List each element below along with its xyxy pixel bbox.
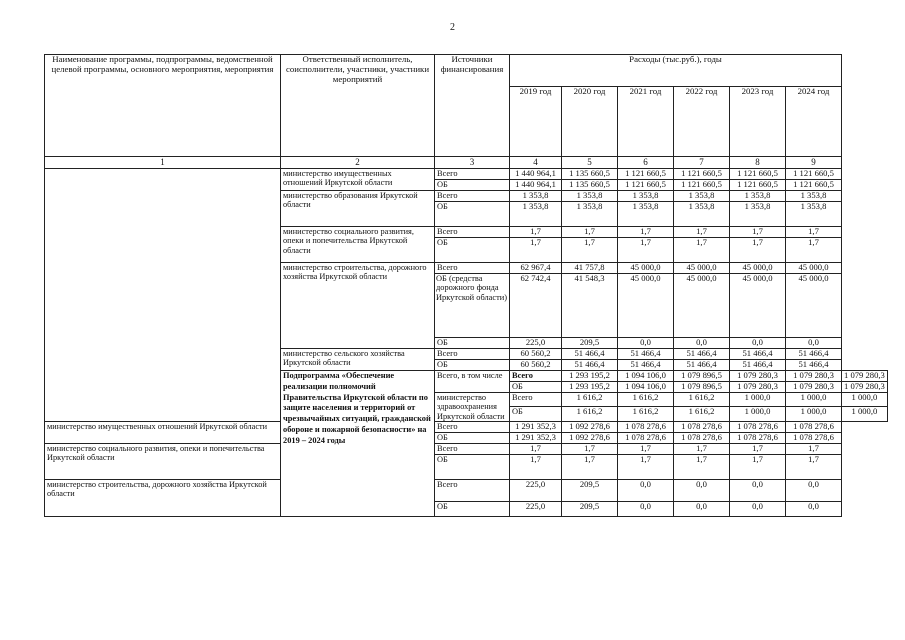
source-cell: ОБ [435,432,510,443]
source-cell: Всего [435,227,510,238]
value-cell: 1 121 660,5 [786,180,842,191]
value-cell: 60 560,2 [510,349,562,360]
value-cell: 0,0 [730,501,786,516]
source-cell: ОБ [435,338,510,349]
source-cell: ОБ [510,382,562,393]
value-cell: 1,7 [562,238,618,263]
value-cell: 1,7 [562,227,618,238]
header-year: 2023 год [730,87,786,157]
header-year: 2020 год [562,87,618,157]
value-cell: 1,7 [730,227,786,238]
source-cell: ОБ [510,407,562,421]
source-cell: ОБ [435,501,510,516]
value-cell: 0,0 [730,338,786,349]
value-cell: 41 548,3 [562,274,618,338]
value-cell: 1 135 660,5 [562,180,618,191]
value-cell: 0,0 [730,479,786,501]
source-cell: Всего [435,191,510,202]
value-cell: 1 353,8 [618,191,674,202]
value-cell: 1 353,8 [674,202,730,227]
value-cell: 62 742,4 [510,274,562,338]
value-cell: 1 121 660,5 [786,169,842,180]
value-cell: 51 466,4 [674,349,730,360]
value-cell: 1 078 278,6 [674,421,730,432]
value-cell: 45 000,0 [730,274,786,338]
value-cell: 1 078 278,6 [786,432,842,443]
header-executor-col: Ответственный исполнитель, соисполнители, участники, участники мероприятий [281,55,435,157]
value-cell: 51 466,4 [562,349,618,360]
value-cell: 51 466,4 [674,360,730,371]
value-cell: 1,7 [618,454,674,479]
value-cell: 1 078 278,6 [674,432,730,443]
budget-table [44,54,888,517]
column-number: 4 [510,157,562,169]
value-cell: 0,0 [674,501,730,516]
source-cell: ОБ [435,202,510,227]
subprogram-title: Подпрограмма «Обеспечение реализации полномочий Правительства Иркутской области по защите населения и территорий от чрезвычайных ситуаций, гражданской обороне и пожарной безопасности» на 2019 – 2024 годы [281,371,435,517]
value-cell: 45 000,0 [618,274,674,338]
value-cell: 51 466,4 [562,360,618,371]
value-cell: 1 078 278,6 [730,432,786,443]
value-cell: 1,7 [730,443,786,454]
value-cell: 1,7 [730,238,786,263]
column-number: 5 [562,157,618,169]
value-cell: 1 079 896,5 [674,371,730,382]
value-cell: 1,7 [562,454,618,479]
value-cell: 1 440 964,1 [510,180,562,191]
source-cell: ОБ [435,360,510,371]
program-name-cell-empty [45,169,281,422]
value-cell: 1 353,8 [730,202,786,227]
value-cell: 1 000,0 [786,407,842,421]
source-cell: ОБ [435,454,510,479]
header-year: 2019 год [510,87,562,157]
value-cell: 1 092 278,6 [562,432,618,443]
value-cell: 1 000,0 [842,407,888,421]
value-cell: 1 079 280,3 [842,382,888,393]
value-cell: 1 616,2 [562,393,618,407]
value-cell: 1 121 660,5 [618,169,674,180]
value-cell: 1 353,8 [562,191,618,202]
header-source-col: Источники финансирования [435,55,510,157]
source-cell: Всего [435,421,510,432]
source-cell: Всего [435,443,510,454]
value-cell: 1 121 660,5 [618,180,674,191]
value-cell: 45 000,0 [674,263,730,274]
value-cell: 1 293 195,2 [562,382,618,393]
value-cell: 51 466,4 [786,349,842,360]
value-cell: 1 616,2 [674,393,730,407]
header-year: 2021 год [618,87,674,157]
value-cell: 225,0 [510,479,562,501]
value-cell: 1,7 [674,238,730,263]
value-cell: 45 000,0 [618,263,674,274]
source-cell: ОБ [435,238,510,263]
value-cell: 1 078 278,6 [618,432,674,443]
value-cell: 1,7 [786,238,842,263]
value-cell: 225,0 [510,501,562,516]
value-cell: 1 078 278,6 [618,421,674,432]
value-cell: 0,0 [618,479,674,501]
value-cell: 1,7 [730,454,786,479]
value-cell: 1 079 280,3 [786,371,842,382]
value-cell: 209,5 [562,501,618,516]
executor-cell: министерство социального развития, опеки и попечительства Иркутской области [45,443,281,479]
value-cell: 1,7 [510,443,562,454]
value-cell: 1 121 660,5 [730,180,786,191]
value-cell: 1 291 352,3 [510,432,562,443]
value-cell: 45 000,0 [730,263,786,274]
header-expenses: Расходы (тыс.руб.), годы [510,55,842,87]
value-cell: 0,0 [786,501,842,516]
column-number: 6 [618,157,674,169]
value-cell: 51 466,4 [730,360,786,371]
value-cell: 0,0 [618,501,674,516]
value-cell: 1 353,8 [786,202,842,227]
value-cell: 1 094 106,0 [618,382,674,393]
executor-cell: министерство сельского хозяйства Иркутской области [281,349,435,371]
value-cell: 1 353,8 [618,202,674,227]
value-cell: 51 466,4 [786,360,842,371]
value-cell: 1 000,0 [786,393,842,407]
value-cell: 1 135 660,5 [562,169,618,180]
value-cell: 1 616,2 [618,393,674,407]
value-cell: 1,7 [618,443,674,454]
value-cell: 62 967,4 [510,263,562,274]
value-cell: 60 560,2 [510,360,562,371]
value-cell: 1 616,2 [674,407,730,421]
value-cell: 1 121 660,5 [674,169,730,180]
value-cell: 45 000,0 [786,274,842,338]
table-row [45,479,888,501]
value-cell: 1 616,2 [618,407,674,421]
value-cell: 1 293 195,2 [562,371,618,382]
value-cell: 1 000,0 [842,393,888,407]
table-row [45,443,888,454]
executor-cell: министерство образования Иркутской области [281,191,435,227]
source-cell: Всего [435,349,510,360]
value-cell: 1 094 106,0 [618,371,674,382]
source-cell: ОБ [435,180,510,191]
source-cell: ОБ (средства дорожного фонда Иркутской области) [435,274,510,338]
value-cell: 1 121 660,5 [730,169,786,180]
value-cell: 225,0 [510,338,562,349]
value-cell: 209,5 [562,338,618,349]
value-cell: 1,7 [786,454,842,479]
column-number: 9 [786,157,842,169]
value-cell: 0,0 [786,338,842,349]
value-cell: 45 000,0 [674,274,730,338]
value-cell: 1,7 [674,454,730,479]
value-cell: 45 000,0 [786,263,842,274]
value-cell: 1 353,8 [674,191,730,202]
value-cell: 1,7 [510,454,562,479]
value-cell: 1 079 280,3 [730,382,786,393]
column-number: 8 [730,157,786,169]
value-cell: 1 353,8 [562,202,618,227]
value-cell: 1 616,2 [562,407,618,421]
value-cell: 41 757,8 [562,263,618,274]
value-cell: 1 078 278,6 [730,421,786,432]
executor-cell: Всего, в том числе [435,371,510,393]
value-cell: 0,0 [674,479,730,501]
value-cell: 1 079 280,3 [842,371,888,382]
column-number: 3 [435,157,510,169]
value-cell: 0,0 [674,338,730,349]
value-cell: 1,7 [510,238,562,263]
value-cell: 1,7 [674,443,730,454]
value-cell: 1 353,8 [786,191,842,202]
value-cell: 1 079 280,3 [786,382,842,393]
value-cell: 1 353,8 [510,202,562,227]
value-cell: 0,0 [786,479,842,501]
column-number: 1 [45,157,281,169]
value-cell: 209,5 [562,479,618,501]
value-cell: 1 000,0 [730,407,786,421]
executor-cell: министерство строительства, дорожного хозяйства Иркутской области [281,263,435,349]
value-cell: 1 079 896,5 [674,382,730,393]
value-cell: 0,0 [618,338,674,349]
source-cell: Всего [435,263,510,274]
value-cell: 1,7 [618,227,674,238]
header-year: 2022 год [674,87,730,157]
value-cell: 1 353,8 [730,191,786,202]
source-cell: Всего [510,371,562,382]
value-cell: 1,7 [674,227,730,238]
column-number: 2 [281,157,435,169]
executor-cell: министерство имущественных отношений Иркутской области [45,421,281,443]
table-row [45,421,888,432]
value-cell: 1,7 [562,443,618,454]
header-year: 2024 год [786,87,842,157]
page-number: 2 [450,22,455,33]
column-number: 7 [674,157,730,169]
value-cell: 51 466,4 [618,349,674,360]
value-cell: 51 466,4 [618,360,674,371]
value-cell: 1,7 [786,443,842,454]
executor-cell: министерство здравоохранения Иркутской области [435,393,510,422]
value-cell: 1,7 [786,227,842,238]
executor-cell: министерство строительства, дорожного хозяйства Иркутской области [45,479,281,516]
header-name-col: Наименование программы, подпрограммы, ведомственной целевой программы, основного мероприятия, мероприятия [45,55,281,157]
value-cell: 1 440 964,1 [510,169,562,180]
value-cell: 1,7 [510,227,562,238]
value-cell: 1 121 660,5 [674,180,730,191]
source-cell: Всего [435,479,510,501]
value-cell: 51 466,4 [730,349,786,360]
source-cell: Всего [510,393,562,407]
value-cell: 1 092 278,6 [562,421,618,432]
value-cell: 1 078 278,6 [786,421,842,432]
value-cell: 1 079 280,3 [730,371,786,382]
source-cell: Всего [435,169,510,180]
executor-cell: министерство имущественных отношений Иркутской области [281,169,435,191]
value-cell: 1 291 352,3 [510,421,562,432]
value-cell: 1 353,8 [510,191,562,202]
value-cell: 1,7 [618,238,674,263]
executor-cell: министерство социального развития, опеки и попечительства Иркутской области [281,227,435,263]
table-row [45,169,888,180]
value-cell: 1 000,0 [730,393,786,407]
